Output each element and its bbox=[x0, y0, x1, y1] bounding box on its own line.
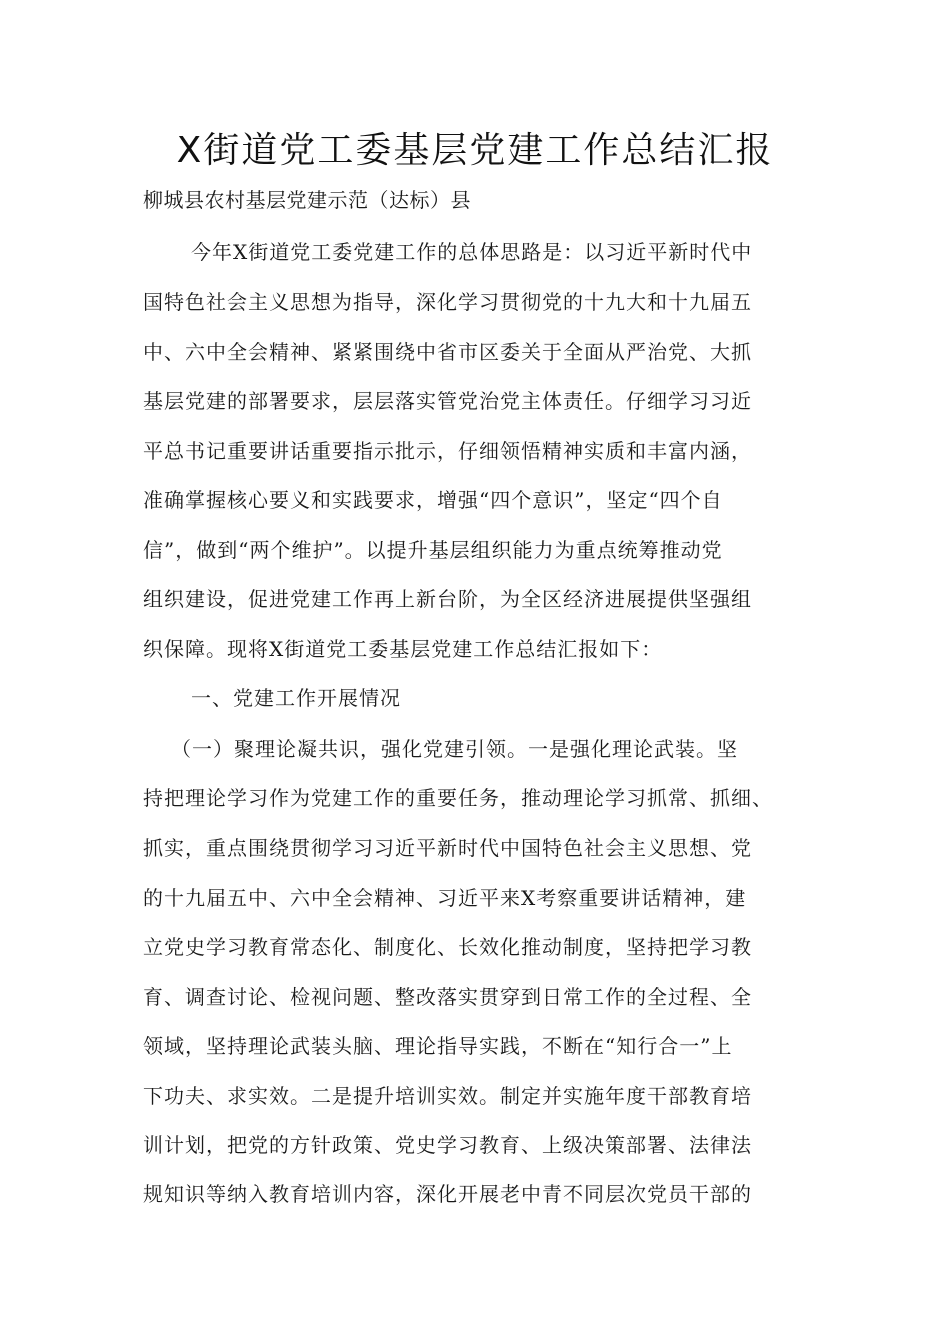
paragraph-line: 规知识等纳入教育培训内容，深化开展老中青不同层次党员干部的 bbox=[143, 1182, 752, 1206]
paragraph-line: 持把理论学习作为党建工作的重要任务，推动理论学习抓常、抓细、 bbox=[143, 786, 773, 810]
paragraph-line: 基层党建的部署要求，层层落实管党治党主体责任。仔细学习习近 bbox=[143, 389, 752, 413]
paragraph-line: 中、六中全会精神、紧紧围绕中省市区委关于全面从严治党、大抓 bbox=[143, 340, 752, 364]
paragraph-line: 组织建设，促进党建工作再上新台阶，为全区经济进展提供坚强组 bbox=[143, 587, 752, 611]
paragraph-line: （一）聚理论凝共识，强化党建引领。一是强化理论武装。坚 bbox=[171, 737, 738, 761]
paragraph-line: 育、调查讨论、检视问题、整改落实贯穿到日常工作的全过程、全 bbox=[143, 985, 752, 1009]
paragraph-line: 国特色社会主义思想为指导，深化学习贯彻党的十九大和十九届五 bbox=[143, 290, 752, 314]
document-subtitle: 柳城县农村基层党建示范（达标）县 bbox=[143, 188, 471, 212]
section-heading: 一、党建工作开展情况 bbox=[191, 686, 401, 710]
paragraph-line: 织保障。现将X街道党工委基层党建工作总结汇报如下： bbox=[143, 637, 663, 661]
paragraph-line: 抓实，重点围绕贯彻学习习近平新时代中国特色社会主义思想、党 bbox=[143, 836, 752, 860]
paragraph-line: 准确掌握核心要义和实践要求，增强“四个意识”，坚定“四个自 bbox=[143, 488, 723, 512]
paragraph-line: 平总书记重要讲话重要指示批示，仔细领悟精神实质和丰富内涵， bbox=[143, 439, 752, 463]
paragraph-line: 训计划，把党的方针政策、党史学习教育、上级决策部署、法律法 bbox=[143, 1133, 752, 1157]
paragraph-line: 领域，坚持理论武装头脑、理论指导实践，不断在“知行合一”上 bbox=[143, 1034, 733, 1058]
paragraph-line: 立党史学习教育常态化、制度化、长效化推动制度，坚持把学习教 bbox=[143, 935, 752, 959]
paragraph-line: 下功夫、求实效。二是提升培训实效。制定并实施年度干部教育培 bbox=[143, 1084, 752, 1108]
paragraph-line: 今年X街道党工委党建工作的总体思路是：以习近平新时代中 bbox=[191, 240, 753, 264]
document-title: X街道党工委基层党建工作总结汇报 bbox=[176, 130, 774, 171]
paragraph-line: 的十九届五中、六中全会精神、习近平来X考察重要讲话精神，建 bbox=[143, 886, 747, 910]
paragraph-line: 信”，做到“两个维护”。以提升基层组织能力为重点统筹推动党 bbox=[143, 538, 723, 562]
